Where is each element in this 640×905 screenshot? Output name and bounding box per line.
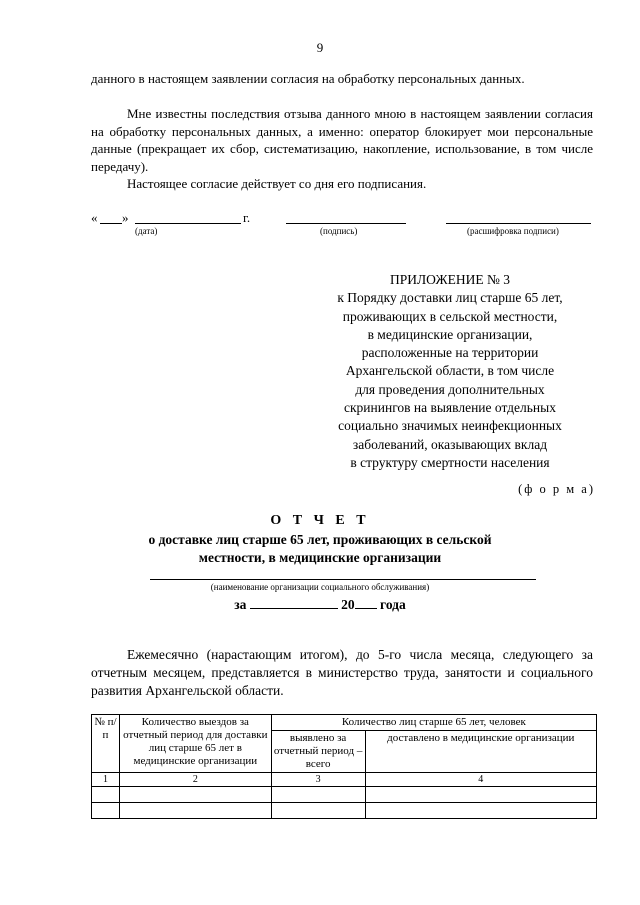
table-cell [119, 803, 271, 819]
consent-paragraph-2: Мне известны последствия отзыва данного мною в настоящем заявлении согласия на обработку персональных данных, а именно: оператор блокирует мои персональные данные (прекращает их сбор, систематизацию, накопление, использование, в том числе передачу). [91, 106, 593, 174]
appendix-line: в медицинские организации, [367, 326, 533, 342]
header-detected: выявлено за отчетный период – всего [271, 731, 365, 773]
appendix-line: скринингов на выявление отдельных [344, 400, 556, 416]
day-blank [100, 210, 122, 224]
header-trips: Количество выездов за отчетный период для доставки лиц старше 65 лет в медицинские организации [119, 715, 271, 773]
decode-caption: (расшифровка подписи) [467, 226, 559, 236]
organization-caption: (наименование организации социального обслуживания) [210, 582, 430, 592]
appendix-heading: ПРИЛОЖЕНИЕ № 3 [389, 272, 511, 287]
period-prefix: за [234, 597, 247, 612]
table-numbering-row [92, 773, 597, 787]
report-subtitle-line-1: о доставке лиц старше 65 лет, проживающих в сельской [148, 532, 492, 547]
quote-open: « [91, 210, 98, 225]
year-suffix: г. [243, 210, 251, 225]
numbering-cell: 3 [271, 773, 365, 787]
period-year-prefix: 20 [341, 597, 355, 612]
appendix-line: расположенные на территории [361, 345, 539, 361]
header-number: № п/п [92, 715, 120, 773]
organization-name-blank [150, 579, 536, 580]
table-row [92, 803, 597, 819]
date-caption: (дата) [135, 226, 158, 236]
header-delivered: доставлено в медицинские организации [365, 731, 596, 773]
table-cell [365, 787, 596, 803]
report-subtitle-line-2: местности, в медицинские организации [198, 550, 442, 565]
appendix-line: в структуру смертности населения [350, 454, 550, 470]
period-blank [250, 596, 338, 609]
numbering-cell: 4 [365, 773, 596, 787]
report-title: О Т Ч Е Т [270, 513, 370, 528]
table-cell [271, 787, 365, 803]
table-row [92, 787, 597, 803]
name-decode-blank [446, 210, 591, 224]
table-cell [271, 803, 365, 819]
signature-caption: (подпись) [320, 226, 358, 236]
appendix-line: к Порядку доставки лиц старше 65 лет, [337, 290, 563, 306]
table-cell [119, 787, 271, 803]
year-blank [355, 596, 377, 609]
month-blank [135, 210, 241, 224]
reporting-period [0, 596, 640, 613]
table-header-row [92, 715, 597, 731]
signature-blank [286, 210, 406, 224]
quote-close: » [122, 210, 129, 225]
numbering-cell: 1 [92, 773, 120, 787]
table-cell [92, 787, 120, 803]
header-people-group: Количество лиц старше 65 лет, человек [271, 715, 596, 731]
appendix-line: Архангельской области, в том числе [345, 363, 555, 379]
appendix-line: социально значимых неинфекционных [338, 418, 562, 434]
report-table [91, 714, 597, 819]
form-label: (ф о р м а) [518, 482, 595, 496]
period-suffix: года [380, 597, 406, 612]
page-number: 9 [316, 40, 324, 55]
appendix-line: заболеваний, оказывающих вклад [352, 436, 548, 452]
report-subtitle [0, 531, 640, 567]
consent-paragraph-3: Настоящее согласие действует со дня его подписания. [127, 176, 427, 191]
appendix-block [300, 271, 600, 472]
appendix-line: проживающих в сельской местности, [342, 308, 558, 324]
table-cell [92, 803, 120, 819]
instruction-paragraph: Ежемесячно (нарастающим итогом), до 5-го числа месяца, следующего за отчетным месяцем, представляется в министерство труда, занятости и социального развития Архангельской области. [91, 647, 593, 698]
table-cell [365, 803, 596, 819]
appendix-line: для проведения дополнительных [355, 381, 545, 397]
consent-paragraph-1: данного в настоящем заявлении согласия на обработку персональных данных. [91, 71, 525, 86]
numbering-cell: 2 [119, 773, 271, 787]
